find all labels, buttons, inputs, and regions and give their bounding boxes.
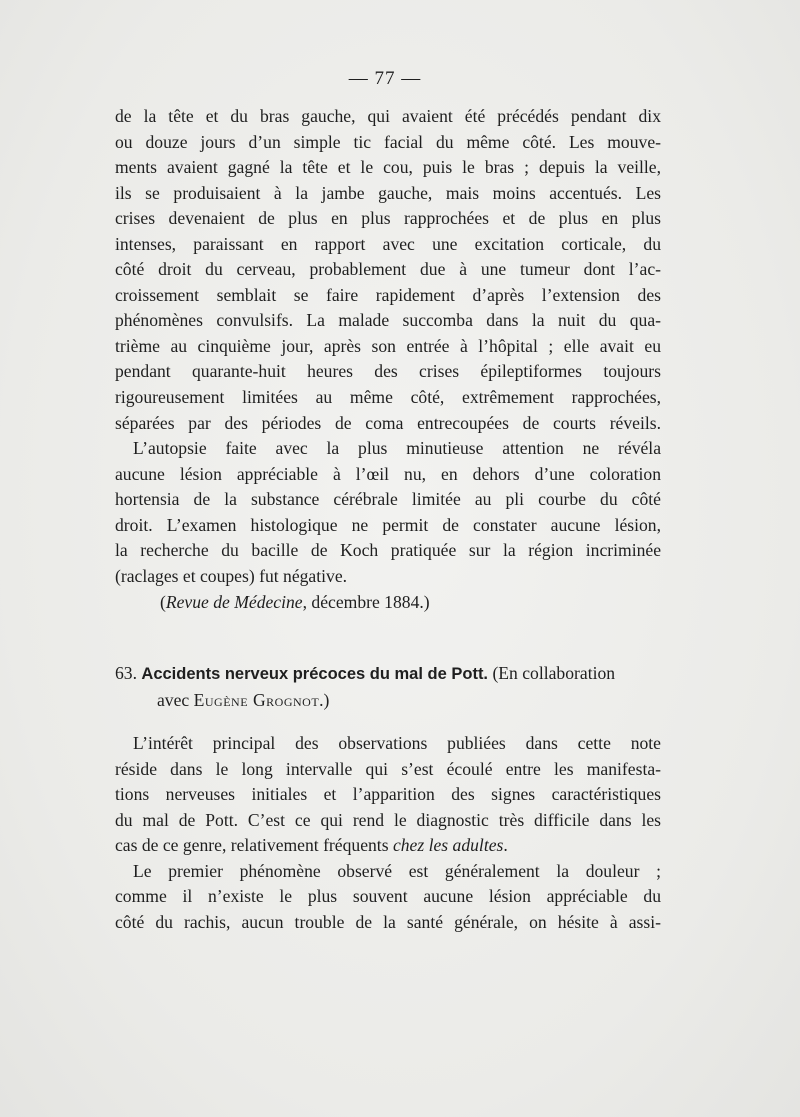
text-segment: cas de ce genre, relativement fréquents [115, 835, 393, 856]
text-line: croissement semblait se faire rapidement d’après l’extension des [115, 284, 661, 305]
text-line: côté du rachis, aucun trouble de la santé générale, on hésite à assi- [115, 911, 661, 932]
collaboration-close: .) [319, 689, 330, 710]
text-line: ments avaient gagné la tête et le cou, puis le bras ; depuis la veille, [115, 157, 661, 178]
collaborator-name: Eugène Grognot [193, 689, 320, 710]
text-line: hortensia de la substance cérébrale limitée au pli courbe du côté [115, 489, 661, 510]
citation-open: ( [160, 592, 166, 612]
text-line: comme il n’existe le plus souvent aucune lésion appréciable du [115, 886, 661, 907]
collaboration-with: avec [157, 689, 190, 710]
section-title: Accidents nerveux précoces du mal de Pott. [141, 665, 489, 683]
text-line: réside dans le long intervalle qui s’est écoulé entre les manifesta- [115, 758, 661, 779]
text-line: crises devenaient de plus en plus rapprochées et de plus en plus [115, 208, 661, 229]
text-line: phénomènes convulsifs. La malade succomba dans la nuit du qua- [115, 310, 661, 331]
page-number: — 77 — [348, 68, 422, 89]
text-line: trième au cinquième jour, après son entrée à l’hôpital ; elle avait eu [115, 335, 661, 356]
citation-rest: , décembre 1884.) [302, 592, 430, 612]
text-line: pendant quarante-huit heures des crises épileptiformes toujours [115, 361, 661, 382]
body-text-top [115, 104, 661, 589]
text-line: tions nerveuses initiales et l’apparition des signes caractéristiques [115, 784, 661, 805]
text-line: intenses, paraissant en rapport avec une excitation corticale, du [115, 233, 661, 254]
text-line: ou douze jours d’un simple tic facial du même côté. Les mouve- [115, 131, 661, 152]
text-line: du mal de Pott. C’est ce qui rend le diagnostic très difficile dans les [115, 809, 661, 830]
journal-title: Revue de Médecine [165, 592, 303, 612]
text-line: L’intérêt principal des observations publiées dans cette note [133, 733, 661, 753]
italic-phrase: chez les adultes [392, 835, 504, 856]
collaboration-line [115, 688, 661, 714]
text-line: ils se produisaient à la jambe gauche, mais moins accentués. Les [115, 182, 661, 203]
collaboration-note: (En collaboration [492, 663, 616, 683]
section-number: 63. [115, 663, 137, 683]
text-line [115, 833, 661, 859]
text-line: droit. L’examen histologique ne permit de constater aucune lésion, [115, 514, 661, 535]
text-line: séparées par des périodes de coma entrecoupées de courts réveils. [115, 412, 661, 433]
source-citation [160, 592, 430, 613]
text-line: aucune lésion appréciable à l’œil nu, en dehors d’une coloration [115, 463, 661, 484]
section-heading [115, 661, 661, 713]
body-text-bottom [115, 731, 661, 935]
text-line: (raclages et coupes) fut négative. [115, 565, 348, 586]
text-line: rigoureusement limitées au même côté, extrêmement rapprochées, [115, 387, 661, 408]
text-line: la recherche du bacille de Koch pratiquée sur la région incriminée [115, 540, 661, 561]
text-line: Le premier phénomène observé est généralement la douleur ; [133, 860, 661, 881]
text-line: de la tête et du bras gauche, qui avaient été précédés pendant dix [115, 106, 661, 126]
text-line: côté droit du cerveau, probablement due à une tumeur dont l’ac- [115, 259, 661, 280]
text-line: L’autopsie faite avec la plus minutieuse attention ne révéla [133, 438, 661, 459]
text-segment: . [503, 835, 508, 856]
